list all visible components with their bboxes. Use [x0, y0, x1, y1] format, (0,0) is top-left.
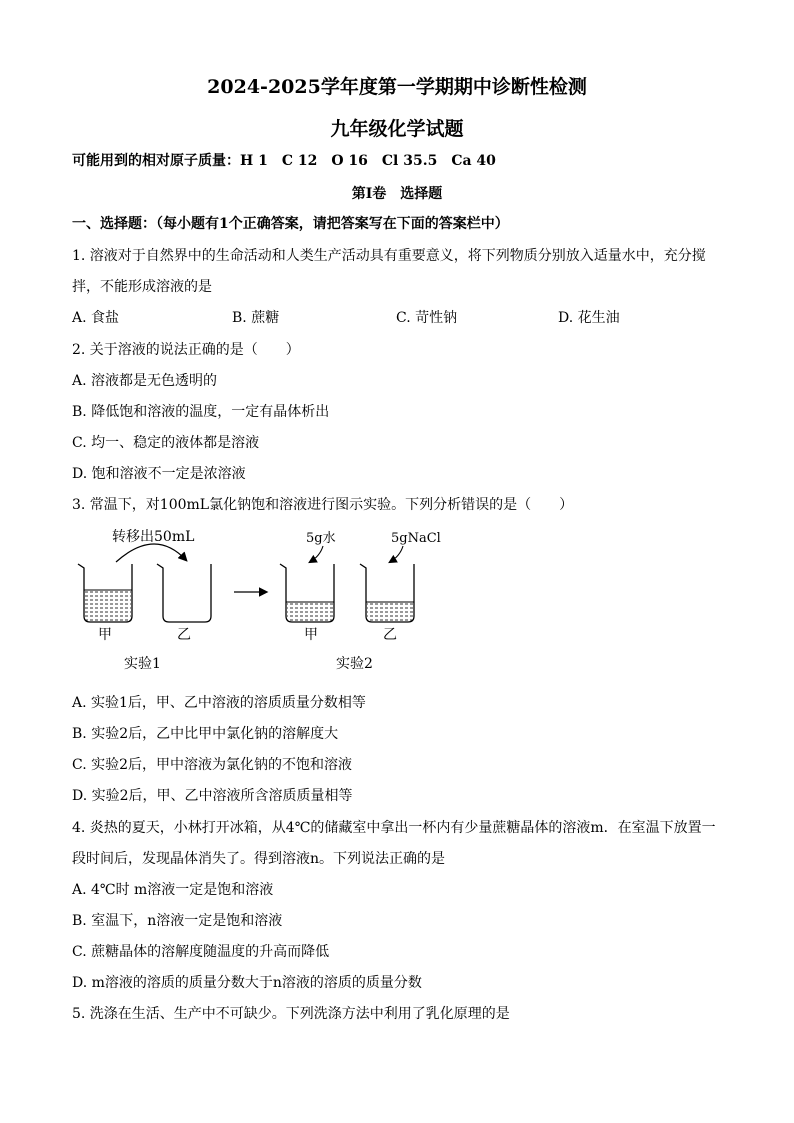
q2-option-d: D. 饱和溶液不一定是浓溶液 — [72, 466, 246, 482]
experiment-1-label: 实验1 — [124, 656, 161, 672]
q4-stem-line1: 4. 炎热的夏天，小林打开冰箱，从4℃的储藏室中拿出一杯内有少量蔗糖晶体的溶液m．在室温下放置一 — [72, 820, 716, 836]
beaker-jia-exp2 — [280, 564, 334, 622]
q4-option-d: D. m溶液的溶质的质量分数大于n溶液的溶质的质量分数 — [72, 975, 422, 991]
q1-option-c: C. 苛性钠 — [396, 310, 458, 326]
beaker-label-yi-2: 乙 — [383, 627, 397, 643]
section-heading: 第Ⅰ卷 选择题 — [351, 186, 443, 202]
q5-stem: 5. 洗涤在生活、生产中不可缺少。下列洗涤方法中利用了乳化原理的是 — [72, 1006, 510, 1022]
nacl-label: 5gNaCl — [391, 531, 441, 546]
q3-option-c: C. 实验2后，甲中溶液为氯化钠的不饱和溶液 — [72, 757, 353, 773]
q4-stem-line2: 段时间后，发现晶体消失了。得到溶液n。下列说法正确的是 — [72, 851, 446, 867]
q2-option-a: A. 溶液都是无色透明的 — [72, 373, 218, 389]
exam-subtitle: 九年级化学试题 — [330, 118, 464, 140]
q3-option-a: A. 实验1后，甲、乙中溶液的溶质质量分数相等 — [72, 695, 366, 711]
q3-option-b: B. 实验2后，乙中比甲中氯化钠的溶解度大 — [72, 726, 339, 742]
beaker-label-jia-1: 甲 — [98, 627, 112, 643]
q4-option-c: C. 蔗糖晶体的溶解度随温度的升高而降低 — [72, 944, 330, 960]
beaker-yi-exp2 — [360, 564, 414, 622]
atomic-masses-note: 可能用到的相对原子质量：H 1 C 12 O 16 Cl 35.5 Ca 40 — [72, 153, 496, 169]
q3-stem: 3. 常温下，对100mL氯化钠饱和溶液进行图示实验。下列分析错误的是（ ） — [72, 497, 574, 513]
q1-option-a: A. 食盐 — [72, 310, 120, 326]
q4-option-a: A. 4℃时 m溶液一定是饱和溶液 — [72, 882, 274, 898]
q1-option-d: D. 花生油 — [558, 310, 620, 326]
transfer-arrow — [116, 544, 186, 562]
experiment-2-label: 实验2 — [336, 656, 373, 672]
q1-stem-line2: 拌，不能形成溶液的是 — [72, 279, 212, 295]
beaker-label-jia-2: 甲 — [304, 627, 318, 643]
beaker-yi-exp1 — [157, 564, 211, 622]
q1-option-b: B. 蔗糖 — [232, 310, 280, 326]
nacl-add-arrow — [390, 546, 403, 562]
q2-stem: 2. 关于溶液的说法正确的是（ ） — [72, 342, 300, 358]
q1-stem-line1: 1. 溶液对于自然界中的生命活动和人类生产活动具有重要意义，将下列物质分别放入适量水中，充分搅 — [72, 248, 706, 264]
beaker-jia-exp1 — [78, 564, 132, 622]
q3-option-d: D. 实验2后，甲、乙中溶液所含溶质质量相等 — [72, 788, 353, 804]
q2-option-c: C. 均一、稳定的液体都是溶液 — [72, 435, 260, 451]
transfer-label: 转移出50mL — [112, 529, 195, 545]
water-label: 5g水 — [306, 531, 336, 546]
water-add-arrow — [310, 546, 323, 562]
q4-option-b: B. 室温下，n溶液一定是饱和溶液 — [72, 913, 283, 929]
beaker-label-yi-1: 乙 — [177, 627, 191, 643]
experiment-figure — [70, 522, 450, 682]
part-one-heading: 一、选择题：（每小题有1个正确答案，请把答案写在下面的答案栏中） — [72, 216, 509, 232]
q2-option-b: B. 降低饱和溶液的温度，一定有晶体析出 — [72, 404, 330, 420]
exam-title: 2024-2025学年度第一学期期中诊断性检测 — [207, 76, 587, 98]
